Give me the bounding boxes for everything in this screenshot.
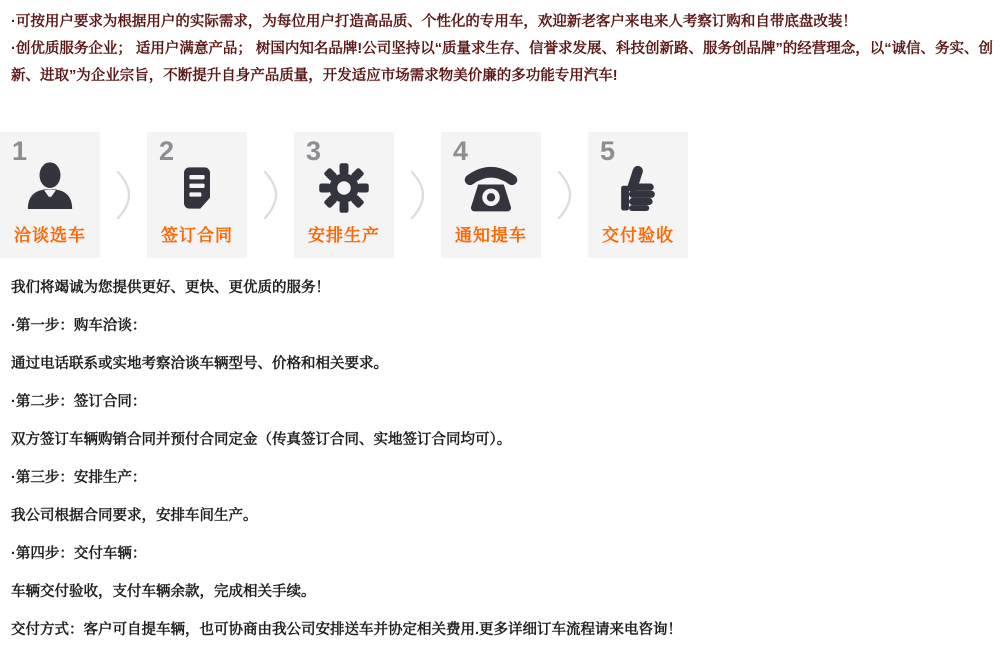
step-number: 2 <box>159 136 175 166</box>
process-details <box>11 281 996 651</box>
delivery-note: 交付方式：客户可自提车辆，也可协商由我公司安排送车并协定相关费用.更多详细订车流程请来电咨询！ <box>11 622 683 638</box>
step3-title: ·第三步：安排生产： <box>11 470 147 486</box>
step-label: 通知提车 <box>455 226 527 245</box>
chevron-right-icon <box>100 132 147 258</box>
step-label: 签订合同 <box>161 226 233 245</box>
step2-title: ·第二步：签订合同： <box>11 394 147 410</box>
step-label: 洽谈选车 <box>14 226 86 245</box>
person-icon <box>0 156 100 220</box>
intro-paragraphs <box>0 0 1000 90</box>
chevron-right-icon <box>247 132 294 258</box>
purchase-process-flow <box>0 132 1000 258</box>
step-number: 1 <box>12 136 28 166</box>
chevron-right-icon <box>394 132 441 258</box>
step4-description: 车辆交付验收，支付车辆余款，完成相关手续。 <box>11 584 316 600</box>
step-label: 安排生产 <box>308 226 380 245</box>
thumbs-up-icon <box>588 156 688 220</box>
intro-line-2: ·创优质服务企业； 适用户满意产品； 树国内知名品牌!公司坚持以“质量求生存、信誉求发展、科技创新路、服务创品牌”的经营理念，以“诚信、务实、创新、进取”为企业宗旨，不断提升自身产品质量，开发适应市场需求物美价廉的多功能专用汽车! <box>11 41 993 84</box>
step-number: 5 <box>600 136 616 166</box>
step3-description: 我公司根据合同要求，安排车间生产。 <box>11 508 258 524</box>
step-label: 交付验收 <box>602 226 674 245</box>
gear-icon <box>294 156 394 220</box>
step-number: 3 <box>306 136 322 166</box>
service-promise-text: 我们将竭诚为您提供更好、更快、更优质的服务！ <box>11 280 330 296</box>
phone-icon <box>441 156 541 220</box>
step-card-contract <box>147 132 247 258</box>
intro-line-1: ·可按用户要求为根据用户的实际需求，为每位用户打造高品质、个性化的专用车，欢迎新老客户来电来人考察订购和自带底盘改装！ <box>11 14 857 30</box>
step-number: 4 <box>453 136 469 166</box>
document-icon <box>147 156 247 220</box>
chevron-right-icon <box>541 132 588 258</box>
step4-title: ·第四步：交付车辆： <box>11 546 147 562</box>
step2-description: 双方签订车辆购销合同并预付合同定金（传真签订合同、实地签订合同均可）。 <box>11 432 512 448</box>
step1-description: 通过电话联系或实地考察洽谈车辆型号、价格和相关要求。 <box>11 356 388 372</box>
step-card-negotiate <box>0 132 100 258</box>
step-card-pickup-notice <box>441 132 541 258</box>
step1-title: ·第一步：购车洽谈： <box>11 318 147 334</box>
step-card-production <box>294 132 394 258</box>
step-card-acceptance <box>588 132 688 258</box>
